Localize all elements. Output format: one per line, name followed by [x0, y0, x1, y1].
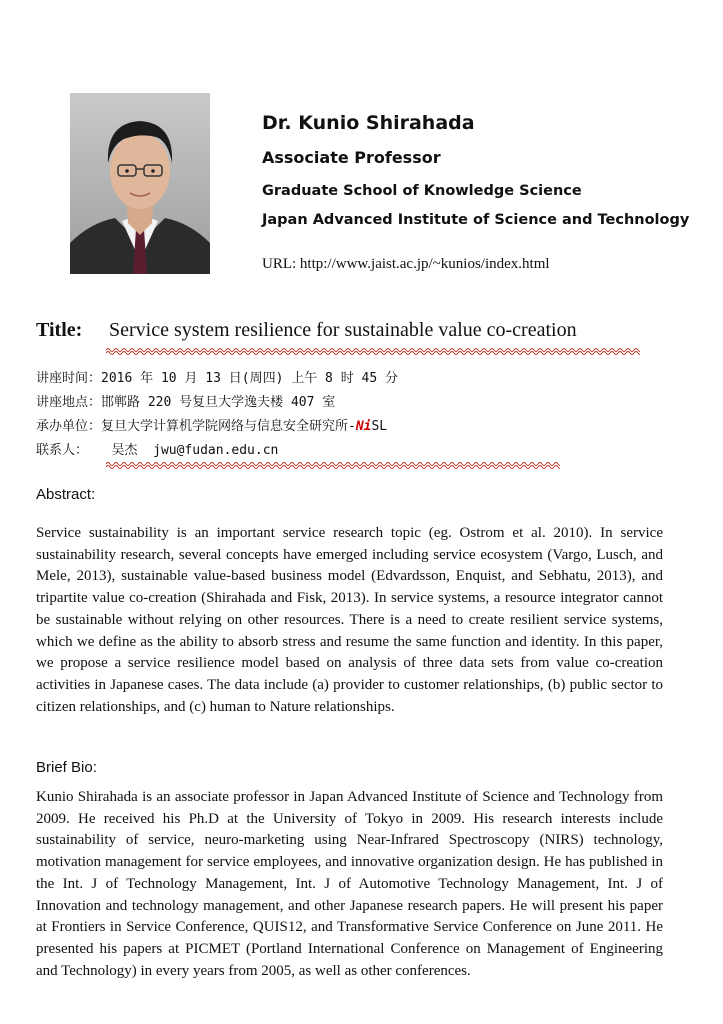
talk-title: Service system resilience for sustainable value co-creation [109, 319, 577, 341]
speaker-url: URL: http://www.jaist.ac.jp/~kunios/index.html [262, 256, 550, 272]
organizer-ni: Ni [355, 419, 372, 434]
speaker-department: Graduate School of Knowledge Science [262, 183, 582, 199]
speaker-position: Associate Professor [262, 148, 441, 167]
abstract-heading: Abstract: [36, 486, 96, 503]
lecture-location: 讲座地点：邯郸路 220 号复旦大学逸夫楼 407 室 [36, 395, 336, 410]
lecture-time: 讲座时间：2016 年 10 月 13 日(周四) 上午 8 时 45 分 [36, 371, 399, 386]
portrait-photo-icon [70, 93, 210, 274]
wavy-divider-top [106, 347, 640, 355]
bio-heading: Brief Bio: [36, 759, 97, 776]
speaker-name: Dr. Kunio Shirahada [262, 112, 475, 134]
lecture-contact: 联系人： 吴杰 jwu@fudan.edu.cn [36, 443, 279, 458]
organizer-prefix: 承办单位：复旦大学计算机学院网络与信息安全研究所- [36, 419, 356, 434]
organizer-sl: SL [371, 419, 388, 434]
title-label: Title: [36, 319, 83, 341]
wavy-divider-bottom [106, 461, 560, 469]
speaker-photo [70, 93, 210, 274]
speaker-institution: Japan Advanced Institute of Science and Technology [262, 212, 690, 228]
bio-text: Kunio Shirahada is an associate professor in Japan Advanced Institute of Science and Technology from 2009. He received his Ph.D at the University of Tokyo in 2009. His research interests include sustainability of service, neuro-marketing using Near-Infrared Spectroscopy (NIRS) technology, motivation management for service employees, and innovative organization design. He has published in the Int. J of Technology Management, Int. J of Automotive Technology Management, Int. J of Innovation and technology management, and other Japanese research papers. He will present his paper at Frontiers in Service Conference, QUIS12, and Transformative Service Conference on June 2011. He presented his papers at PICMET (Portland International Conference on Management of Engineering and Technology) in every years from 2005, as well as other conferences. [36, 789, 663, 979]
lecture-organizer [36, 415, 387, 434]
abstract-text: Service sustainability is an important service research topic (eg. Ostrom et al. 2010). In service sustainability research, several concepts have emerged including service ecosystem (Vargo, Lusch, and Mele, 2013), sustainable value-based business model (Edvardsson, Enquist, and Sebhatu, 2013), and tripartite value co-creation (Shirahada and Fisk, 2013). In service systems, a resource integrator cannot be sustainable without relying on other resources. There is a need to create resilient service systems, which we define as the ability to absorb stress and resume the same function and identity. In this paper, we propose a service resilience model based on analysis of three data sets from value co-creation activities in Japanese cases. The data include (a) provider to customer relationships, (b) public sector to citizen relationships, and (c) human to Nature relationships. [36, 525, 663, 715]
